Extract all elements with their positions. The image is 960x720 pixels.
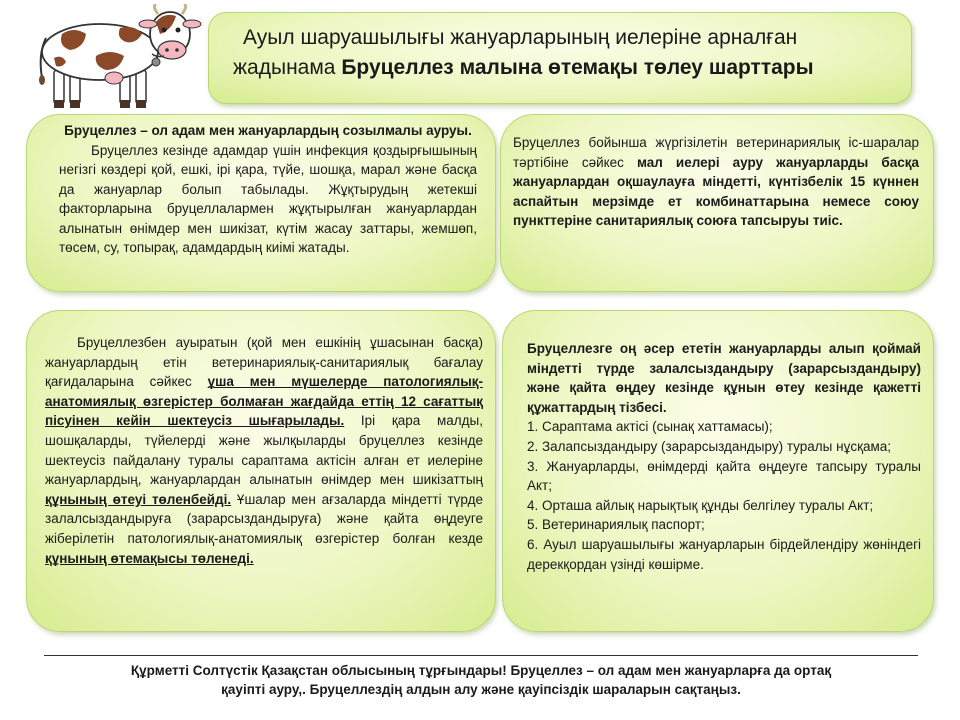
info-box-meat-release-rules xyxy=(26,310,496,632)
list-item: 6. Ауыл шаруашылығы жануарларын бірдейлендіру жөніндегі дерекқордан үзінді көшірме. xyxy=(527,536,921,572)
info-box-required-documents xyxy=(502,310,934,632)
box-text: Бруцеллез бойынша жүргізілетін ветеринариялық іс-шаралар тәртібіне сәйкес xyxy=(513,135,919,170)
box-body xyxy=(513,133,919,231)
box-body: Бруцеллез кезінде адамдар үшін инфекция қоздырғышының негізгі көздері қой, ешкі, ірі қара, түйе, шошқа, марал және басқа да жануарлар болып табылады. Жұқтырудың жетекші факторларына бруцеллалармен жұқтырылған жануарлардан алынатын өнімдер мен шикізат, күтім жасау заттары, жемшөп, төсем, су, топырақ, адамдардың киімі жатады. xyxy=(59,142,477,255)
cow-illustration xyxy=(34,4,204,116)
list-item: 2. Залапсыздандыру (зарарсыздандыру) туралы нұсқама; xyxy=(527,438,892,454)
footer-message xyxy=(44,661,918,699)
list-item: 5. Ветеринариялық паспорт; xyxy=(527,517,705,533)
footer-line-1: Құрметті Солтүстік Қазақстан облысының тұрғындары! Бруцеллез – ол адам мен жануарларға да ортақ xyxy=(130,663,832,678)
box-bold-text: мал иелері ауру жануарларды басқа жануарлардан оқшаулауға міндетті, күнтізбелік 15 күннен аспайтын мерзімде ет комбинаттарына немесе союу пункттеріне санитариялық союға тапсыруы тиіс. xyxy=(513,154,919,228)
box-heading: Бруцеллез – ол адам мен жануарлардың созылмалы ауруы. xyxy=(64,123,472,138)
footer-divider xyxy=(44,655,918,656)
list-item: 1. Сараптама актісі (сынақ хаттамасы); xyxy=(527,419,773,435)
title-plain: жадынама xyxy=(233,56,342,79)
title-banner xyxy=(208,12,912,104)
box-text-3: Ұшалар мен ағзаларда міндетті түрде залалсыздандыруға (зарарсыздандыруға) және қайта өңдеуге жіберілетін патологиялық-анатомиялық өзгерістер болған кезде xyxy=(45,491,483,546)
title-line-2 xyxy=(233,53,887,83)
info-box-brucellosis-definition xyxy=(26,114,496,292)
title-bold: Бруцеллез малына өтемақы төлеу шарттары xyxy=(341,56,814,79)
box-bold-1: ұша мен мүшелерде патологиялық-анатомиялық өзгерістер болмаған жағдайда еттің 12 сағаттық пісуінен кейін шектеусіз шығарылады. xyxy=(45,374,484,429)
list-item: 4. Орташа айлық нарықтық құнды белгілеу туралы Акт; xyxy=(527,497,874,513)
footer-line-2: қауіпті ауру,. Бруцеллездің алдын алу және қауіпсіздік шараларын сақтаңыз. xyxy=(221,682,741,697)
box-text-2: Ірі қара малды, шошқаларды, түйелерді және жылқыларды бруцеллез кезінде шектеусіз пайдалану туралы сараптама актісін алған ет иелеріне жануарлардың, жануарлардан алынатын өнімдер мен шикізаттың xyxy=(45,413,483,488)
box-body xyxy=(45,333,483,568)
box-heading: Бруцеллезге оң әсер ететін жануарларды алып қоймай міндетті түрде залалсыздандыру (зарарсыздандыру) және қайта өңдеу кезінде құнын өтеу кезінде қажетті құжаттардың тізбесі. xyxy=(527,341,921,415)
box-bold-2: құнының өтеуі төленбейді. xyxy=(45,491,232,507)
box-bold-3: құнының өтемақысы төленеді. xyxy=(45,550,254,566)
box-text-1: Бруцеллезбен ауыратын (қой мен ешкінің ұшасынан басқа) жануарлардың етін ветеринариялық-санитариялық бағалау қағидаларына сәйкес xyxy=(45,335,483,390)
list-item: 3. Жануарларды, өнімдерді қайта өңдеуге тапсыру туралы Акт; xyxy=(527,458,921,494)
title-line-1: Ауыл шаруашылығы жануарларының иелеріне арналған xyxy=(243,26,798,49)
info-box-owner-obligations xyxy=(500,114,934,292)
